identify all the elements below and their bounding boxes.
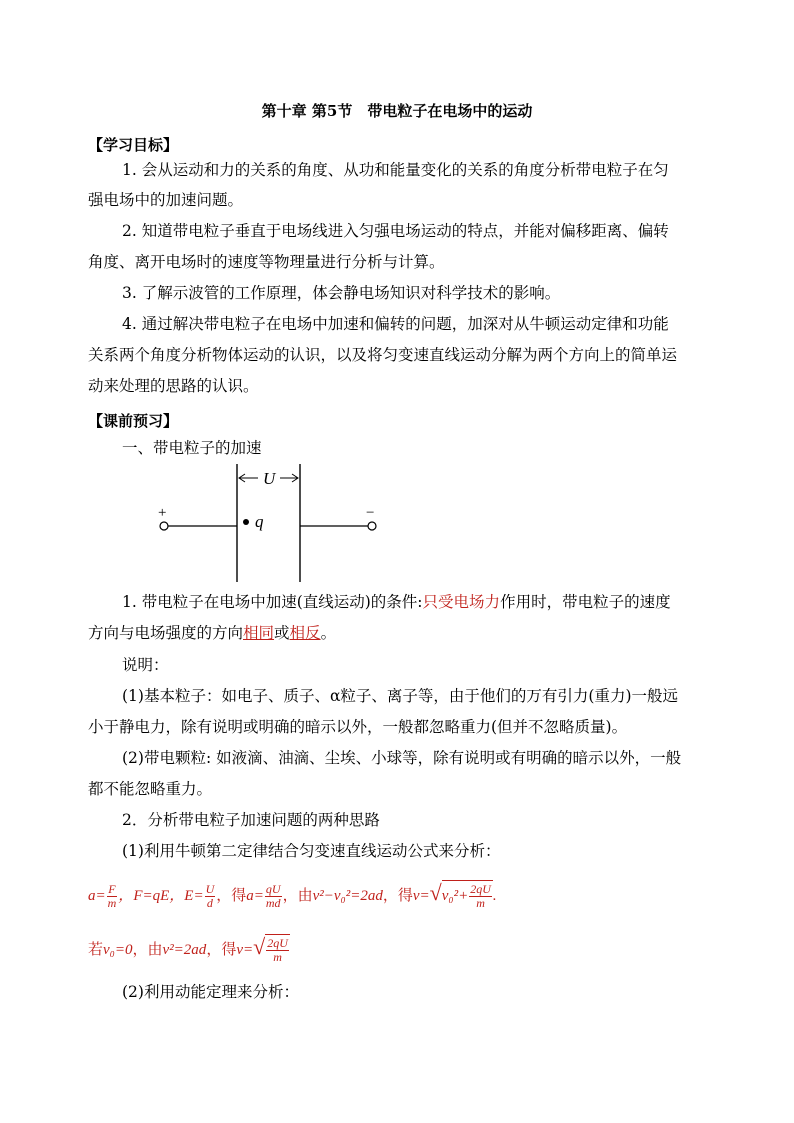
- f2-den-m: m: [273, 950, 282, 965]
- note-2-line-1: (2)带电颗粒: 如液滴、油滴、尘埃、小球等，除有说明或有明确的暗示以外，一般: [122, 749, 682, 767]
- condition-line-2: [88, 623, 336, 643]
- goal-3: 3. 了解示波管的工作原理，体会静电场知识对科学技术的影响。: [122, 284, 561, 302]
- period: 。: [320, 624, 337, 642]
- charge-dot: [243, 519, 249, 525]
- method-2: (2)利用动能定理来分析：: [122, 983, 299, 1001]
- goal-4-line-2: 关系两个角度分析物体运动的认识，以及将匀变速直线运动分解为两个方向上的简单运: [88, 346, 678, 364]
- condition-line-1: [122, 592, 671, 612]
- note-1-line-2: 小于静电力，除有说明或明确的暗示以外，一般都忽略重力(但并不忽略质量)。: [88, 718, 628, 736]
- or-text: 或: [274, 624, 290, 642]
- note-label: 说明：: [122, 656, 169, 674]
- f1-num-F: F: [108, 882, 116, 897]
- f2-v2: v²=2ad: [162, 942, 207, 958]
- f1-num-qU: qU: [265, 882, 281, 897]
- f1-you: ，由: [282, 888, 313, 904]
- f1-sep1: ，: [118, 888, 134, 904]
- note-2-line-2: 都不能忽略重力。: [88, 780, 213, 798]
- formula-2: [88, 932, 290, 965]
- f2-frac-2qU-m: [266, 937, 289, 964]
- f2-v0: v₀=0: [103, 942, 133, 958]
- sqrt-sign-1: √: [429, 880, 442, 905]
- f1-FqE: F=qE: [133, 888, 170, 904]
- f1-frac-2qU-m: [469, 883, 492, 910]
- method-1: (1)利用牛顿第二定律结合匀变速直线运动公式来分析：: [122, 842, 501, 860]
- f1-num-2qU: 2qU: [470, 882, 491, 897]
- f2-de: ，得: [206, 942, 237, 958]
- f2-v: v: [236, 942, 243, 958]
- answer-opposite: 相反: [289, 624, 321, 642]
- condition-answer: 只受电场力: [422, 593, 501, 611]
- f1-den-m2: m: [476, 896, 485, 911]
- goal-4-line-3: 动来处理的思路的认识。: [88, 377, 259, 395]
- f1-den-d: d: [206, 896, 213, 911]
- f1-v: v: [412, 888, 420, 904]
- f1-den-m: m: [107, 896, 117, 911]
- f1-de: ，得: [216, 888, 247, 904]
- f1-eq3: =: [253, 888, 264, 904]
- f1-E: E: [184, 888, 194, 904]
- charge-label: q: [255, 512, 264, 531]
- f1-de2: ，得: [382, 888, 413, 904]
- goals-heading: 【学习目标】: [88, 136, 179, 154]
- condition-text-2: 作用时，带电粒子的速度: [500, 593, 671, 611]
- formula-1: [88, 878, 497, 911]
- f2-num-2qU: 2qU: [267, 936, 288, 951]
- answer-same: 相同: [243, 624, 275, 642]
- voltage-label: U: [263, 469, 276, 488]
- plus-sign: +: [158, 505, 167, 521]
- f1-a: a: [88, 888, 96, 904]
- goal-1-line-2: 强电场中的加速问题。: [88, 191, 244, 209]
- page-title: 第十章 第5节 带电粒子在电场中的运动: [261, 102, 533, 120]
- preview-heading: 【课前预习】: [88, 412, 179, 430]
- f1-sep2: ，: [169, 888, 185, 904]
- f1-frac-qU-md: [265, 883, 282, 910]
- f1-eq: =: [95, 888, 106, 904]
- section-1-title: 一、带电粒子的加速: [122, 439, 262, 457]
- goal-2-line-2: 角度、离开电场时的速度等物理量进行分析与计算。: [88, 253, 445, 271]
- f1-eq4: =: [419, 888, 430, 904]
- goal-4-line-1: 4. 通过解决带电粒子在电场中加速和偏转的问题，加深对从牛顿运动定律和功能: [122, 315, 669, 333]
- goal-1-line-1: 1. 会从运动和力的关系的角度、从功和能量变化的关系的角度分析带电粒子在匀: [122, 161, 669, 179]
- f1-frac-F-m: [107, 883, 118, 910]
- condition-text-3: 方向与电场强度的方向: [88, 624, 244, 642]
- f1-rad-v0: v₀²+: [441, 888, 469, 904]
- f1-a2: a: [246, 888, 254, 904]
- f2-radicand: [265, 934, 290, 965]
- goal-2-line-1: 2. 知道带电粒子垂直于电场线进入匀强电场运动的特点，并能对偏移距离、偏转: [122, 222, 669, 240]
- f1-eq2: =: [193, 888, 204, 904]
- minus-sign: −: [366, 505, 375, 521]
- f2-you: ，由: [132, 942, 163, 958]
- method-title: 2．分析带电粒子加速问题的两种思路: [122, 811, 380, 829]
- f2-eq: =: [243, 942, 254, 958]
- left-terminal: [160, 522, 168, 530]
- f1-end: .: [492, 888, 497, 904]
- condition-text: 1. 带电粒子在电场中加速(直线运动)的条件:: [122, 593, 423, 611]
- f1-v2: v²−v₀²=2ad: [312, 888, 383, 904]
- right-terminal: [368, 522, 376, 530]
- note-1-line-1: (1)基本粒子：如电子、质子、α粒子、离子等，由于他们的万有引力(重力)一般远: [122, 687, 679, 705]
- f1-frac-U-d: [205, 883, 216, 910]
- sqrt-sign-2: √: [253, 934, 266, 959]
- parallel-plate-diagram: [150, 462, 386, 586]
- f1-num-U: U: [205, 882, 215, 897]
- f1-radicand: [442, 880, 493, 911]
- f1-den-md: md: [265, 896, 281, 911]
- f2-ruo: 若: [88, 942, 104, 958]
